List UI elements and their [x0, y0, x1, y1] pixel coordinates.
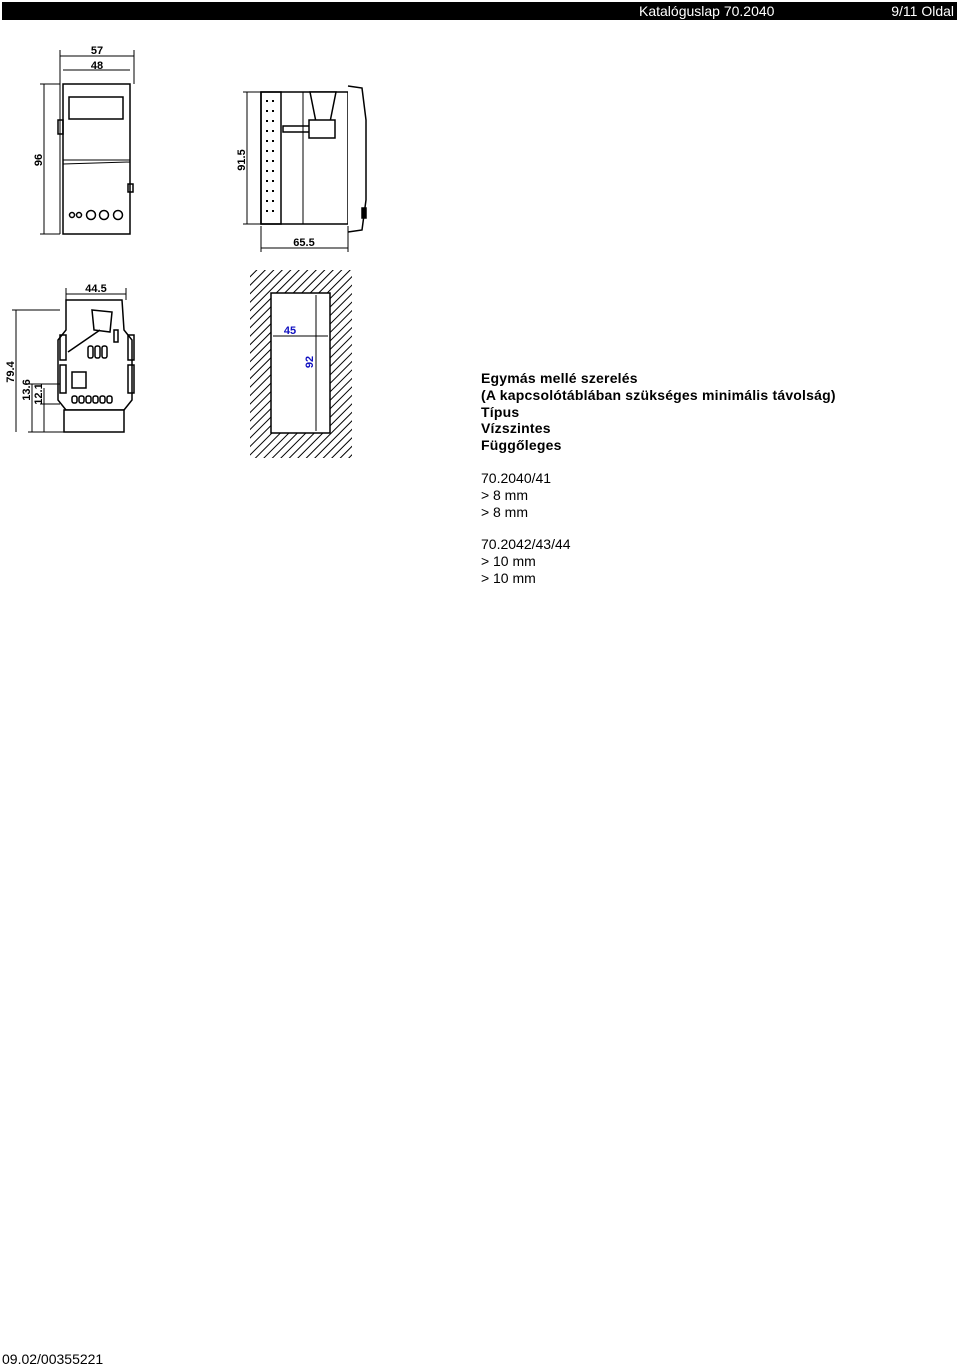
dim-cutout-width: 45 — [283, 325, 297, 337]
greater-than-symbol: > — [481, 553, 490, 570]
dim-top-b: 13.6 — [21, 379, 33, 401]
greater-than-symbol: > — [481, 503, 490, 520]
mounting-subheading: (A kapcsolótáblában szükséges minimális távolság) — [481, 386, 836, 403]
vertical-value: 10 mm — [493, 569, 536, 586]
panel-cutout — [250, 270, 352, 458]
document-code: 09.02/00355221 — [2, 1351, 104, 1367]
side-view — [243, 86, 366, 252]
dim-top-c: 12.1 — [33, 383, 45, 405]
row-vertical — [481, 570, 836, 587]
dim-top-width: 44.5 — [85, 283, 107, 295]
top-view — [12, 288, 134, 432]
row-horizontal — [481, 553, 836, 570]
technical-drawing — [0, 0, 380, 470]
greater-than-symbol: > — [481, 569, 490, 586]
vertical-value: 8 mm — [493, 503, 528, 520]
dim-front-height: 96 — [33, 153, 45, 167]
column-vertical-label: Függőleges — [481, 437, 562, 454]
row-type: 70.2042/43/44 — [481, 536, 571, 553]
mounting-section — [481, 370, 836, 587]
mounting-heading: Egymás mellé szerelés — [481, 370, 638, 386]
horizontal-value: 10 mm — [493, 553, 536, 570]
dim-side-depth: 65.5 — [293, 237, 315, 249]
row-horizontal — [481, 487, 836, 504]
page-number: 9/11 Oldal — [891, 3, 954, 19]
column-horizontal-label: Vízszintes — [481, 420, 551, 437]
greater-than-symbol: > — [481, 486, 490, 503]
column-type-label: Típus — [481, 403, 520, 420]
dim-top-a: 79.4 — [5, 361, 17, 383]
horizontal-value: 8 mm — [493, 486, 528, 503]
dim-side-height: 91.5 — [236, 149, 248, 171]
row-type: 70.2040/41 — [481, 469, 552, 486]
front-view — [40, 50, 134, 234]
dim-front-width-outer: 57 — [90, 45, 104, 57]
dim-front-width-inner: 48 — [90, 60, 104, 72]
dim-cutout-height: 92 — [304, 355, 316, 369]
catalog-title: Katalóguslap 70.2040 — [639, 3, 775, 19]
row-vertical — [481, 504, 836, 521]
